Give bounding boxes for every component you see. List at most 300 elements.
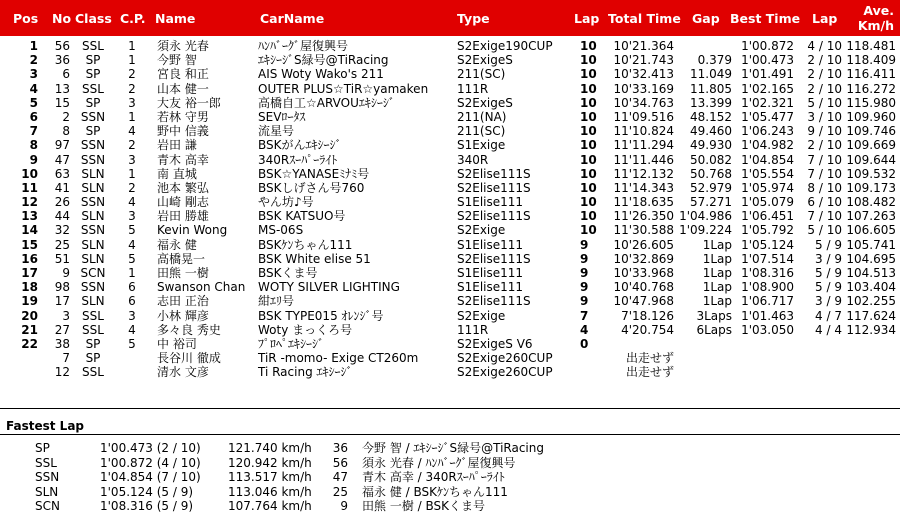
cell-carname: やん坊♪号 xyxy=(258,195,314,210)
cell-total-time: 10'33.968 xyxy=(613,266,674,280)
cell-no: 41 xyxy=(54,180,70,195)
cell-best-lap: 4 / 7 xyxy=(815,308,842,323)
cell-class: SP xyxy=(85,95,101,110)
cell-type: 211(SC) xyxy=(457,67,506,82)
cell-no: 3 xyxy=(62,308,70,323)
cell-class: SP xyxy=(85,53,101,68)
cell-average: 116.272 xyxy=(846,81,896,96)
cell-average: 115.980 xyxy=(846,95,896,110)
cell-gap: 50.768 xyxy=(690,166,732,181)
cell-gap: 1Lap xyxy=(702,237,732,252)
cell-total-time: 11'11.446 xyxy=(613,152,674,167)
cell-best-lap: 2 / 10 xyxy=(807,81,842,96)
cell-average: 105.741 xyxy=(846,237,896,252)
cell-type: S2Elise111S xyxy=(457,251,531,266)
cell-no: 36 xyxy=(54,53,70,68)
cell-best-lap: 7 / 10 xyxy=(807,152,842,167)
cell-pos: 6 xyxy=(29,109,38,124)
cell-best-time: 1'00.473 xyxy=(741,53,794,68)
cell-best-lap: 5 / 10 xyxy=(807,223,842,238)
cell-best-time: 1'06.717 xyxy=(741,294,794,309)
cell-class: SSL xyxy=(82,39,104,53)
cell-best-time: 1'05.974 xyxy=(741,180,794,195)
table-row xyxy=(0,195,900,209)
cell-gap: 52.979 xyxy=(690,180,732,195)
cell-class: SSN xyxy=(80,195,106,210)
cell-pos: 12 xyxy=(21,195,38,210)
cell-pos: 9 xyxy=(29,152,38,167)
cell-class: SP xyxy=(85,124,101,139)
table-row xyxy=(0,365,900,379)
cell-best-lap: 7 / 10 xyxy=(807,166,842,181)
cell-cp: 1 xyxy=(128,166,136,181)
cell-best-lap: 2 / 10 xyxy=(807,138,842,153)
cell-lap: 10 xyxy=(580,95,597,110)
cell-name: 清水 文彦 xyxy=(157,365,209,380)
cell-lap: 10 xyxy=(580,39,597,53)
table-row xyxy=(0,153,900,167)
cell-cp: 6 xyxy=(128,294,136,309)
cell-carname: 流星号 xyxy=(258,124,295,139)
cell-class: SSL xyxy=(82,308,104,323)
cell-best-time: 1'05.477 xyxy=(741,109,794,124)
cell-name: 南 直城 xyxy=(157,166,197,181)
cell-average: 109.644 xyxy=(846,152,896,167)
cell-lap: 10 xyxy=(580,195,597,210)
cell-lap: 7 xyxy=(580,308,589,323)
cell-name: 岩田 謙 xyxy=(157,138,197,153)
fastest-lap-underline xyxy=(0,434,900,435)
cell-lap: 10 xyxy=(580,152,597,167)
cell-carname: AIS Woty Wako's 211 xyxy=(258,67,384,82)
cell-type: S2ExigeS xyxy=(457,95,513,110)
cell-cp: 3 xyxy=(128,95,136,110)
cell-cp: 1 xyxy=(128,109,136,124)
cell-average: 117.624 xyxy=(846,308,896,323)
cell-cp: 2 xyxy=(128,67,136,82)
cell-carname: BSK☆YANASEﾐﾅﾐ号 xyxy=(258,166,370,181)
cell-no: 97 xyxy=(54,138,70,153)
header-name: Name xyxy=(155,11,196,26)
cell-class: SSL xyxy=(82,81,104,96)
cell-type: S1Elise111 xyxy=(457,195,524,210)
fastest-speed: 113.046 km/h xyxy=(228,484,312,499)
cell-name: 山崎 剛志 xyxy=(157,195,209,210)
cell-pos: 22 xyxy=(21,336,38,351)
cell-no: 12 xyxy=(54,365,70,380)
cell-total-time: 7'18.126 xyxy=(621,308,674,323)
cell-best-time: 1'00.872 xyxy=(741,39,794,53)
cell-total-time: 10'34.763 xyxy=(613,95,674,110)
cell-class: SCN xyxy=(80,266,106,280)
cell-pos: 11 xyxy=(21,180,38,195)
cell-average: 118.481 xyxy=(846,39,896,53)
cell-pos: 13 xyxy=(21,209,38,224)
fastest-speed: 113.517 km/h xyxy=(228,470,312,485)
cell-best-time: 1'06.243 xyxy=(741,124,794,139)
cell-average: 106.605 xyxy=(846,223,896,238)
cell-cp: 2 xyxy=(128,138,136,153)
cell-cp: 1 xyxy=(128,39,136,53)
cell-carname: Ti Racing ｴｷｼｰｼﾞ xyxy=(258,365,353,380)
table-row xyxy=(0,280,900,294)
cell-gap: 11.805 xyxy=(690,81,732,96)
cell-best-lap: 7 / 10 xyxy=(807,209,842,224)
cell-class: SP xyxy=(85,336,101,351)
cell-average: 108.482 xyxy=(846,195,896,210)
cell-name: 多々良 秀史 xyxy=(157,322,221,337)
cell-type: S2Elise111S xyxy=(457,180,531,195)
cell-carname: ﾌﾟﾛﾍﾟｴｷｼｰｼﾞ xyxy=(258,336,325,351)
cell-total-time: 4'20.754 xyxy=(621,322,674,337)
cell-best-lap: 2 / 10 xyxy=(807,53,842,68)
cell-gap: 49.460 xyxy=(690,124,732,139)
cell-class: SLN xyxy=(81,180,105,195)
cell-name: 小林 輝彦 xyxy=(157,308,209,323)
cell-pos: 5 xyxy=(29,95,38,110)
cell-total-time: 10'26.605 xyxy=(613,237,674,252)
cell-cp: 5 xyxy=(128,251,136,266)
cell-best-lap: 4 / 4 xyxy=(815,322,842,337)
cell-type: 211(SC) xyxy=(457,124,506,139)
cell-type: S2Elise111S xyxy=(457,166,531,181)
fastest-time: 1'00.473 (2 / 10) xyxy=(100,441,201,455)
fastest-lap-row xyxy=(0,485,900,500)
header-pos: Pos xyxy=(13,11,39,26)
cell-best-time: 1'02.165 xyxy=(741,81,794,96)
cell-carname: BSK KATSUO号 xyxy=(258,209,346,224)
cell-type: 211(NA) xyxy=(457,109,507,124)
cell-name: 大友 裕一郎 xyxy=(157,95,221,110)
cell-no: 8 xyxy=(62,124,70,139)
fastest-time: 1'04.854 (7 / 10) xyxy=(100,470,201,485)
cell-pos: 19 xyxy=(21,294,38,309)
cell-no: 6 xyxy=(62,67,70,82)
fastest-time: 1'08.316 (5 / 9) xyxy=(100,499,194,514)
fastest-lap-row xyxy=(0,441,900,456)
fastest-car-no: 9 xyxy=(340,499,348,514)
header-gap: Gap xyxy=(692,11,720,26)
cell-pos: 1 xyxy=(29,39,38,53)
cell-carname: 紺ｴﾘ号 xyxy=(258,294,295,309)
cell-no: 25 xyxy=(54,237,70,252)
cell-best-time: 1'05.079 xyxy=(741,195,794,210)
header-average-label: Ave. xyxy=(863,3,894,18)
table-row xyxy=(0,223,900,237)
table-row xyxy=(0,39,900,53)
cell-class: SSL xyxy=(82,322,104,337)
cell-pos: 7 xyxy=(29,124,38,139)
cell-best-time: 1'03.050 xyxy=(741,322,794,337)
cell-carname: BSK White elise 51 xyxy=(258,251,371,266)
fastest-class: SCN xyxy=(35,499,60,514)
cell-pos: 3 xyxy=(29,67,38,82)
cell-average: 109.669 xyxy=(846,138,896,153)
cell-type: S2Exige260CUP xyxy=(457,351,553,366)
fastest-lap-row xyxy=(0,456,900,471)
cell-type: S1Elise111 xyxy=(457,280,524,295)
header-average-unit: Km/h xyxy=(857,18,894,33)
cell-total-time: 10'33.169 xyxy=(613,81,674,96)
cell-lap: 10 xyxy=(580,209,597,224)
cell-no: 47 xyxy=(54,152,70,167)
results-header xyxy=(0,0,900,36)
cell-gap: 3Laps xyxy=(696,308,732,323)
cell-pos: 14 xyxy=(21,223,38,238)
fastest-car-no: 36 xyxy=(332,441,348,455)
cell-best-time: 1'04.982 xyxy=(741,138,794,153)
cell-carname: BSKがんｴｷｼｰｼﾞ xyxy=(258,138,342,153)
cell-gap: 49.930 xyxy=(690,138,732,153)
cell-total-time: 10'40.768 xyxy=(613,280,674,295)
cell-name: 中 裕司 xyxy=(157,336,197,351)
cell-best-lap: 6 / 10 xyxy=(807,195,842,210)
cell-total-time: 11'18.635 xyxy=(613,195,674,210)
cell-type: S1Elise111 xyxy=(457,266,524,280)
cell-name: 福永 健 xyxy=(157,237,197,252)
cell-class: SSN xyxy=(80,223,106,238)
cell-class: SP xyxy=(85,67,101,82)
cell-cp: 2 xyxy=(128,81,136,96)
cell-lap: 10 xyxy=(580,223,597,238)
cell-lap: 9 xyxy=(580,237,589,252)
cell-total-time: 10'32.869 xyxy=(613,251,674,266)
fastest-lap-row xyxy=(0,470,900,485)
cell-class: SSN xyxy=(80,152,106,167)
cell-total-time: 11'12.132 xyxy=(613,166,674,181)
cell-no: 51 xyxy=(54,251,70,266)
cell-pos: 16 xyxy=(21,251,38,266)
cell-carname: BSKｹﾝちゃん111 xyxy=(258,237,353,252)
cell-best-lap: 5 / 9 xyxy=(815,280,842,295)
fastest-speed: 121.740 km/h xyxy=(228,441,312,455)
cell-class: SLN xyxy=(81,294,105,309)
header-lap: Lap xyxy=(574,11,600,26)
cell-total-time: 11'09.516 xyxy=(613,109,674,124)
fastest-driver: 今野 智 / ｴｷｼｰｼﾞS緑号@TiRacing xyxy=(362,441,544,455)
cell-class: SP xyxy=(85,351,101,366)
cell-pos: 15 xyxy=(21,237,38,252)
cell-best-time: 1'01.463 xyxy=(741,308,794,323)
table-row xyxy=(0,96,900,110)
cell-cp: 4 xyxy=(128,124,136,139)
cell-average: 109.532 xyxy=(846,166,896,181)
cell-type: S2Exige190CUP xyxy=(457,39,553,53)
cell-no: 32 xyxy=(54,223,70,238)
table-row xyxy=(0,124,900,138)
cell-average: 118.409 xyxy=(846,53,896,68)
cell-lap: 10 xyxy=(580,180,597,195)
cell-gap: 1Lap xyxy=(702,266,732,280)
cell-best-time: 1'08.316 xyxy=(741,266,794,280)
cell-no: 27 xyxy=(54,322,70,337)
table-row xyxy=(0,266,900,280)
cell-gap: 57.271 xyxy=(690,195,732,210)
fastest-lap-table xyxy=(0,441,900,514)
cell-total-time: 10'21.743 xyxy=(613,53,674,68)
cell-type: 340R xyxy=(457,152,489,167)
cell-name: 野中 信義 xyxy=(157,124,209,139)
cell-type: 111R xyxy=(457,322,489,337)
cell-name: 志田 正治 xyxy=(157,294,209,309)
cell-lap: 10 xyxy=(580,53,597,68)
cell-type: 111R xyxy=(457,81,489,96)
cell-best-lap: 3 / 9 xyxy=(815,251,842,266)
cell-name: Kevin Wong xyxy=(157,223,228,238)
cell-name: Swanson Chan xyxy=(157,280,246,295)
cell-lap: 9 xyxy=(580,266,589,280)
cell-best-lap: 3 / 10 xyxy=(807,109,842,124)
cell-best-time: 1'05.554 xyxy=(741,166,794,181)
cell-type: S2Elise111S xyxy=(457,209,531,224)
table-row xyxy=(0,82,900,96)
cell-pos: 10 xyxy=(21,166,38,181)
cell-carname: SEVﾛｰﾀｽ xyxy=(258,109,306,124)
table-row xyxy=(0,294,900,308)
cell-pos: 21 xyxy=(21,322,38,337)
cell-carname: BSKくま号 xyxy=(258,266,318,280)
table-row xyxy=(0,67,900,81)
header-class: Class xyxy=(75,11,112,26)
cell-class: SLN xyxy=(81,251,105,266)
cell-lap: 10 xyxy=(580,109,597,124)
cell-lap: 10 xyxy=(580,81,597,96)
cell-lap: 9 xyxy=(580,251,589,266)
cell-average: 104.513 xyxy=(846,266,896,280)
cell-best-lap: 9 / 10 xyxy=(807,124,842,139)
fastest-class: SP xyxy=(35,441,50,455)
header-carname: CarName xyxy=(260,11,325,26)
cell-name: 今野 智 xyxy=(157,53,197,68)
cell-carname: ｴｷｼｰｼﾞS緑号@TiRacing xyxy=(258,53,389,68)
header-no: No xyxy=(52,11,72,26)
fastest-driver: 田熊 一樹 / BSKくま号 xyxy=(362,499,485,514)
cell-gap: 48.152 xyxy=(690,109,732,124)
cell-cp: 1 xyxy=(128,266,136,280)
cell-gap: 13.399 xyxy=(690,95,732,110)
header-best-time: Best Time xyxy=(730,11,801,26)
cell-average: 116.411 xyxy=(846,67,896,82)
cell-average: 109.746 xyxy=(846,124,896,139)
cell-cp: 2 xyxy=(128,180,136,195)
cell-type: S2Exige xyxy=(457,223,506,238)
cell-lap: 4 xyxy=(580,322,589,337)
cell-class: SSN xyxy=(80,109,106,124)
cell-carname: BSK TYPE015 ｵﾚﾝｼﾞ号 xyxy=(258,308,384,323)
table-row xyxy=(0,309,900,323)
cell-cp: 5 xyxy=(128,223,136,238)
cell-gap: 1Lap xyxy=(702,280,732,295)
cell-cp: 6 xyxy=(128,280,136,295)
table-row xyxy=(0,110,900,124)
cell-cp: 3 xyxy=(128,152,136,167)
cell-total-time: 11'11.294 xyxy=(613,138,674,153)
fastest-speed: 120.942 km/h xyxy=(228,455,312,470)
cell-total-time: 出走せず xyxy=(625,365,674,380)
cell-average: 107.263 xyxy=(846,209,896,224)
table-row xyxy=(0,351,900,365)
results-table xyxy=(0,39,900,380)
table-row xyxy=(0,53,900,67)
table-row xyxy=(0,323,900,337)
table-row xyxy=(0,167,900,181)
table-row xyxy=(0,209,900,223)
cell-no: 17 xyxy=(54,294,70,309)
cell-no: 7 xyxy=(62,351,70,366)
table-row xyxy=(0,238,900,252)
cell-gap: 1Lap xyxy=(702,251,732,266)
cell-pos: 8 xyxy=(29,138,38,153)
cell-carname: TiR -momo- Exige CT260m xyxy=(258,351,419,366)
cell-cp: 3 xyxy=(128,209,136,224)
fastest-car-no: 47 xyxy=(332,470,348,485)
cell-type: S2ExigeS xyxy=(457,53,513,68)
cell-no: 56 xyxy=(54,39,70,53)
cell-carname: 高橋自工☆ARVOUｴｷｼｰｼﾞ xyxy=(258,95,395,110)
cell-total-time: 10'21.364 xyxy=(613,39,674,53)
fastest-class: SSL xyxy=(35,455,57,470)
cell-gap: 11.049 xyxy=(690,67,732,82)
cell-type: S2Elise111S xyxy=(457,294,531,309)
table-row xyxy=(0,252,900,266)
cell-average: 103.404 xyxy=(846,280,896,295)
cell-best-time: 1'01.491 xyxy=(741,67,794,82)
cell-total-time: 10'32.413 xyxy=(613,67,674,82)
cell-best-lap: 4 / 10 xyxy=(807,39,842,53)
fastest-driver: 須永 光春 / ﾊﾝﾊﾞｰｸﾞ屋復興号 xyxy=(362,455,516,470)
cell-pos: 2 xyxy=(29,53,38,68)
cell-name: 青木 高幸 xyxy=(157,152,209,167)
cell-carname: OUTER PLUS☆TiR☆yamaken xyxy=(258,81,429,96)
cell-no: 2 xyxy=(62,109,70,124)
cell-name: 岩田 勝雄 xyxy=(157,209,209,224)
cell-name: 宮良 和正 xyxy=(157,67,209,82)
cell-cp: 1 xyxy=(128,53,136,68)
cell-lap: 10 xyxy=(580,166,597,181)
cell-class: SSN xyxy=(80,280,106,295)
cell-gap: 1'09.224 xyxy=(679,223,732,238)
cell-lap: 0 xyxy=(580,336,589,351)
cell-carname: 340Rｽｰﾊﾟｰﾗｲﾄ xyxy=(258,152,338,167)
cell-gap: 0.379 xyxy=(697,53,732,68)
cell-cp: 4 xyxy=(128,195,136,210)
header-type: Type xyxy=(457,11,490,26)
cell-name: 長谷川 徹成 xyxy=(157,351,221,366)
cell-best-time: 1'02.321 xyxy=(741,95,794,110)
cell-lap: 9 xyxy=(580,280,589,295)
cell-best-time: 1'06.451 xyxy=(741,209,794,224)
cell-pos: 17 xyxy=(21,266,38,280)
section-divider xyxy=(0,408,900,409)
fastest-lap-row xyxy=(0,499,900,514)
cell-gap: 1Lap xyxy=(702,294,732,309)
cell-name: 田熊 一樹 xyxy=(157,266,209,280)
header-total-time: Total Time xyxy=(608,11,681,26)
table-row xyxy=(0,138,900,152)
cell-class: SLN xyxy=(81,166,105,181)
table-row xyxy=(0,181,900,195)
cell-no: 26 xyxy=(54,195,70,210)
cell-no: 98 xyxy=(54,280,70,295)
cell-average: 112.934 xyxy=(846,322,896,337)
cell-cp: 4 xyxy=(128,237,136,252)
cell-carname: ﾊﾝﾊﾞｰｸﾞ屋復興号 xyxy=(258,39,349,53)
cell-pos: 4 xyxy=(29,81,38,96)
fastest-class: SLN xyxy=(35,484,59,499)
cell-no: 44 xyxy=(54,209,70,224)
cell-class: SSN xyxy=(80,138,106,153)
cell-type: S1Elise111 xyxy=(457,237,524,252)
